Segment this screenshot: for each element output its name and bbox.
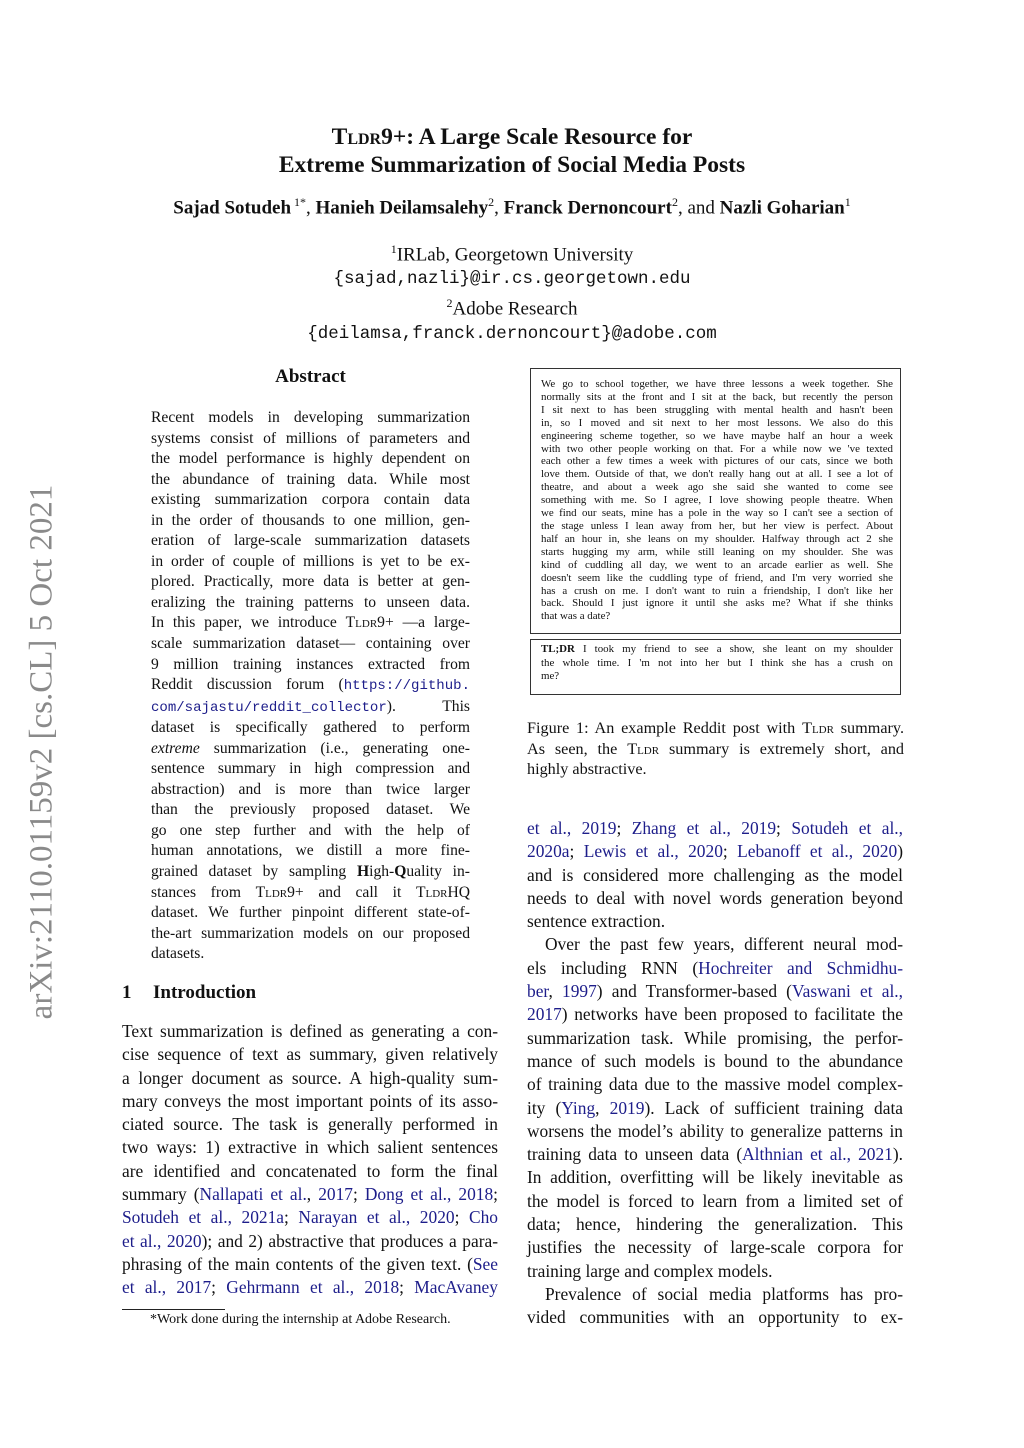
text: kind of cuddling all day, we went to an arcade earlier as well. She xyxy=(541,558,893,571)
author-name: Hanieh Deilamsalehy xyxy=(315,197,489,219)
text-line xyxy=(151,572,470,593)
text: Figure 1: An example Reddit post with xyxy=(527,719,803,737)
text-line xyxy=(527,1213,903,1236)
text-line xyxy=(151,697,470,719)
text: systems consist of millions of parameters and xyxy=(151,429,470,447)
text: worsens the model’s ability to generalize patterns in xyxy=(527,1120,903,1141)
text: igh- xyxy=(369,863,395,881)
text: half an hour in, she leans on my shoulder. Halfway through act 2 she xyxy=(541,532,893,545)
text: ); and 2) abstractive that produces a para- xyxy=(201,1230,499,1251)
text: existing summarization corpora contain data xyxy=(151,491,470,509)
text: vided communities with an opportunity to ex- xyxy=(527,1307,903,1328)
text: the model is forced to learn from a limited set of xyxy=(527,1190,903,1211)
text: As seen, the xyxy=(527,739,628,758)
text-line xyxy=(527,817,903,840)
citation-link[interactable]: Vaswani et al., xyxy=(791,981,903,1002)
citation-link[interactable]: et al., 2020 xyxy=(122,1230,202,1251)
text: and call it xyxy=(303,883,416,901)
text-line xyxy=(151,470,470,491)
citation-link[interactable]: 2017 xyxy=(318,1184,353,1205)
text-line xyxy=(541,430,893,443)
text: ). xyxy=(892,1144,903,1165)
text: ; xyxy=(616,818,632,838)
text-line xyxy=(541,481,893,494)
text: ; xyxy=(569,841,584,862)
citation-link[interactable]: Gehrmann et al., 2018 xyxy=(226,1277,400,1298)
text: me? xyxy=(541,670,560,682)
text: justifies the necessity of large-scale corpora for xyxy=(527,1237,903,1258)
text: stances from xyxy=(151,883,256,901)
text: eration of large-scale summarization datasets xyxy=(151,532,470,550)
text-line xyxy=(527,1050,903,1073)
text-line xyxy=(151,613,470,634)
text-line xyxy=(541,443,893,456)
text: , xyxy=(306,1184,319,1205)
small-caps-text: Tldr xyxy=(627,739,660,758)
text-line xyxy=(527,1190,903,1213)
affil-marker: 2 xyxy=(446,296,453,311)
text: sentence summary in high compression and xyxy=(151,760,470,778)
text-line xyxy=(541,404,893,417)
text-line xyxy=(122,1090,498,1113)
text-line xyxy=(527,1097,903,1120)
text: the whole time. I 'm not into her but I think she has a crush on xyxy=(541,656,893,669)
figure-caption xyxy=(527,718,904,780)
citation-link[interactable]: Hochreiter and Schmidhu- xyxy=(698,957,904,978)
reddit-post-text xyxy=(541,378,893,623)
citation-link[interactable]: See xyxy=(472,1253,498,1274)
text-line xyxy=(151,490,470,511)
text-line xyxy=(151,780,470,801)
small-caps-text: Tldr9+ xyxy=(345,614,394,632)
text: in order of couple of millions is yet to be ex- xyxy=(151,552,470,570)
text-line xyxy=(541,657,893,671)
text: data; hence, hindering the generalization. This xyxy=(527,1214,903,1235)
section-number: 1 xyxy=(122,982,132,1003)
text: els including RNN ( xyxy=(527,957,699,978)
text: ; xyxy=(211,1277,227,1298)
text: Reddit discussion forum ( xyxy=(151,676,344,694)
text-line xyxy=(527,1283,903,1306)
text: dataset. We further pinpoint different state-of- xyxy=(151,904,470,922)
text: the-art summarization models on our proposed xyxy=(151,924,470,942)
small-caps-text: TldrHQ xyxy=(415,883,471,901)
text-line xyxy=(541,597,893,610)
abstract-heading: Abstract xyxy=(275,366,346,387)
text: 9 million training instances extracted from xyxy=(151,655,470,673)
text-line xyxy=(527,759,904,780)
affil-marker: 1 xyxy=(390,242,397,256)
text: are identified and concatenated to form the final xyxy=(122,1160,498,1181)
text: a longer document as source. A high-quality sum- xyxy=(122,1067,498,1088)
text-line xyxy=(541,533,893,546)
arxiv-stamp: arXiv:2110.01159v2 [cs.CL] 5 Oct 2021 xyxy=(23,484,60,1020)
text: has a crush on me. I don't want to ruin a friendship, I don't like her xyxy=(541,584,893,597)
text-line xyxy=(151,675,470,697)
text: plored. Practically, more data is better at gen- xyxy=(151,573,470,591)
emphasis: extreme xyxy=(151,739,200,757)
author-affil: 2 xyxy=(671,195,678,209)
text-line xyxy=(527,718,904,739)
text-line xyxy=(151,552,470,573)
text: mary conveys the most important points of its asso- xyxy=(122,1090,498,1111)
text: summary is extremely short, and xyxy=(659,739,905,758)
text: starts hugging my arm, while still leaning on my shoulder. She was xyxy=(541,545,893,558)
text: that was a date? xyxy=(541,610,611,623)
text-line xyxy=(527,739,904,760)
dataset-name: Tldr9+ xyxy=(331,124,407,150)
text: abstraction) and is more than twice larger xyxy=(151,780,470,798)
text-line xyxy=(151,924,470,945)
text: ; xyxy=(776,818,792,838)
text-line xyxy=(151,903,470,924)
citation-link[interactable]: 1997 xyxy=(562,981,597,1002)
text-line xyxy=(151,511,470,532)
text: go one step further and with the help of xyxy=(151,821,470,839)
title-line-1: : A Large Scale Resource for xyxy=(406,124,693,150)
text: grained dataset by sampling xyxy=(151,863,357,881)
text: ) and Transformer-based ( xyxy=(596,981,792,1002)
text-line xyxy=(151,739,470,760)
text-line xyxy=(527,1027,903,1050)
author-affil: 2 xyxy=(488,195,495,209)
title-line-2: Extreme Summarization of Social Media Posts xyxy=(278,152,746,178)
citation-link[interactable]: 2020a xyxy=(527,841,570,862)
text-line xyxy=(541,468,893,481)
text-line xyxy=(151,449,470,470)
text: Recent models in developing summarization xyxy=(151,409,470,426)
text-line xyxy=(541,520,893,533)
text: normally sits at the front and I sit at the back, but recently the person xyxy=(541,390,893,403)
abstract-body xyxy=(151,408,470,965)
text-line xyxy=(122,1183,498,1206)
citation-link[interactable]: 2017 xyxy=(527,1004,562,1025)
text: than the previously proposed dataset. We xyxy=(151,801,470,819)
text: ) networks have been proposed to facilitate the xyxy=(561,1004,903,1025)
text: we find our seats, mine has a pole in the way so I can't see a section of xyxy=(541,507,893,520)
email-2: {deilamsa,franck.dernoncourt}@adobe.com xyxy=(307,323,717,344)
text: ; xyxy=(722,841,738,862)
text: ). Lack of sufficient training data xyxy=(644,1097,904,1118)
email-1: {sajad,nazli}@ir.cs.georgetown.edu xyxy=(333,269,691,290)
author-name: Nazli Goharian xyxy=(719,197,845,219)
citation-link[interactable]: 2019 xyxy=(609,1097,645,1118)
separator: , and xyxy=(677,197,720,219)
text-line xyxy=(541,507,893,520)
text: with two other people working on that. For a while now we 've texted xyxy=(541,442,893,455)
text-line xyxy=(151,408,470,429)
text: ity ( xyxy=(527,1097,562,1118)
affiliation-2: Adobe Research xyxy=(452,298,578,320)
text-line xyxy=(151,883,470,904)
citation-link[interactable]: et al., 2017 xyxy=(122,1277,212,1298)
text-line xyxy=(527,1143,903,1166)
text: , xyxy=(548,981,563,1002)
text: theatre, and about a week ago she said she wanted to come see xyxy=(541,481,893,494)
text-line xyxy=(122,1043,498,1066)
text: datasets. xyxy=(151,945,205,963)
citation-link[interactable]: Sotudeh et al., xyxy=(791,818,903,838)
text-line xyxy=(122,1113,498,1136)
text-line xyxy=(122,1067,498,1090)
text-line xyxy=(527,980,903,1003)
text: uality in- xyxy=(406,863,470,881)
url-link[interactable]: com/sajastu/reddit_collector xyxy=(151,699,387,716)
text-line xyxy=(541,417,893,430)
text: sentence extraction. xyxy=(527,911,666,932)
text-line xyxy=(527,1120,903,1143)
text-line xyxy=(527,1003,903,1026)
text-line xyxy=(541,585,893,598)
text: ) xyxy=(897,841,903,862)
text: in the order of thousands to one million, gen- xyxy=(151,511,470,529)
citation-link[interactable]: ber xyxy=(527,981,549,1002)
text-line xyxy=(151,655,470,676)
text: In this paper, we introduce xyxy=(151,614,346,632)
text-line xyxy=(151,862,470,883)
small-caps-text: Tldr9+ xyxy=(255,883,304,901)
citation-link[interactable]: Dong et al., 2018 xyxy=(364,1184,494,1205)
text-line xyxy=(151,944,470,965)
text: —a large- xyxy=(393,614,470,632)
text-line xyxy=(151,759,470,780)
section-heading: Introduction xyxy=(153,982,257,1003)
text-line xyxy=(122,1276,498,1299)
bold-text: TL;DR xyxy=(541,643,575,655)
text: dataset is specifically gathered to perform xyxy=(151,719,470,737)
text: In addition, overfitting will be likely inevitable as xyxy=(527,1167,903,1188)
text: ; xyxy=(284,1207,299,1228)
text: the model performance is highly dependent on xyxy=(151,450,470,468)
text-line xyxy=(541,391,893,404)
separator: , xyxy=(306,197,316,219)
author-list xyxy=(0,195,1024,219)
text: the stage unless I lean away from her, but her view is perfect. About xyxy=(541,519,893,532)
author-name: Sajad Sotudeh xyxy=(173,197,292,219)
author-name: Franck Dernoncourt xyxy=(503,197,672,219)
text: human annotations, we distill a more fine- xyxy=(151,842,470,860)
text-line xyxy=(151,718,470,739)
text: scale summarization dataset— containing over xyxy=(151,635,470,653)
text-line xyxy=(541,572,893,585)
bold-text: Q xyxy=(394,863,407,881)
text-line xyxy=(541,670,893,684)
text-line xyxy=(151,531,470,552)
text: needs to deal with novel words generation beyond xyxy=(527,887,903,908)
text: We go to school together, we have three lessons a week together. She xyxy=(541,378,893,390)
text: Prevalence of social media platforms has pro- xyxy=(545,1283,903,1304)
footnote-rule xyxy=(122,1309,225,1310)
author-affil: 1 xyxy=(844,195,851,209)
text: each other a few times a week with pictures of our cats, since we both xyxy=(541,455,893,468)
text: of training data due to the massive model complex- xyxy=(527,1074,903,1095)
citation-link[interactable]: Narayan et al., 2020 xyxy=(298,1207,455,1228)
text: two ways: 1) extractive in which salient sentences xyxy=(122,1137,498,1158)
citation-link[interactable]: Nallapati et al. xyxy=(199,1184,307,1205)
text-line xyxy=(541,546,893,559)
bold-text: H xyxy=(356,863,370,881)
text-line xyxy=(122,1206,498,1229)
text-line xyxy=(541,559,893,572)
citation-link[interactable]: Zhang et al., 2019 xyxy=(631,818,777,838)
text: mance of such models is bound to the abundance xyxy=(527,1050,903,1071)
text: ciated source. The task is generally performed in xyxy=(122,1114,498,1135)
url-link[interactable]: https://github. xyxy=(343,678,470,695)
text-line xyxy=(527,957,903,980)
text: ; xyxy=(352,1184,365,1205)
text-line xyxy=(122,1160,498,1183)
text-line xyxy=(151,593,470,614)
text: highly abstractive. xyxy=(527,760,647,779)
text: and is considered more challenging as the model xyxy=(527,864,903,885)
text-line xyxy=(122,1136,498,1159)
affiliation-1: IRLab, Georgetown University xyxy=(396,244,634,266)
text: cise sequence of text as summary, given relatively xyxy=(122,1044,498,1065)
citation-link[interactable]: Sotudeh et al., 2021a xyxy=(122,1207,284,1228)
text-line xyxy=(527,887,903,910)
text: in, so I moved and sit next to her most lessons. We also do this xyxy=(541,416,893,429)
tldr-text xyxy=(541,643,893,684)
text-line xyxy=(527,1166,903,1189)
intro-right-column xyxy=(527,817,903,1330)
separator: , xyxy=(494,197,504,219)
text: I took my friend to see a show, she leant on my shoulder xyxy=(574,643,893,655)
text-line xyxy=(527,840,903,863)
affiliations xyxy=(0,237,1024,346)
text: something with me. So I agree, I love showing people theatre. When xyxy=(541,494,893,507)
citation-link[interactable]: Althnian et al., 2021 xyxy=(742,1144,893,1165)
text: ). This xyxy=(386,697,470,715)
citation-link[interactable]: Lewis et al., 2020 xyxy=(583,841,723,862)
citation-link[interactable]: Cho xyxy=(469,1207,498,1228)
text: summarization (i.e., generating one- xyxy=(199,739,470,757)
text-line xyxy=(527,864,903,887)
text-line xyxy=(151,841,470,862)
citation-link[interactable]: Lebanoff et al., 2020 xyxy=(737,841,898,862)
text-line xyxy=(541,455,893,468)
text: training large and complex models. xyxy=(527,1260,773,1281)
text: eralizing the training patterns to unseen data. xyxy=(151,593,470,611)
text-line xyxy=(527,1260,903,1283)
text-line xyxy=(527,933,903,956)
paper-title xyxy=(0,123,1024,179)
footnote: *Work done during the internship at Adobe Research. xyxy=(150,1312,451,1327)
text-line xyxy=(151,821,470,842)
text: , xyxy=(595,1097,610,1118)
text-line xyxy=(527,1306,903,1329)
text-line xyxy=(122,1253,498,1276)
text-line xyxy=(541,643,893,657)
text-line xyxy=(122,1230,498,1253)
text-line xyxy=(151,634,470,655)
text-line xyxy=(527,1236,903,1259)
text: summary. xyxy=(833,719,904,737)
author-affil: 1* xyxy=(291,195,307,209)
text: phrasing of the main contents of the given text. ( xyxy=(122,1253,473,1274)
text-line xyxy=(151,429,470,450)
text: Text summarization is defined as generating a con- xyxy=(122,1021,498,1041)
text: engineering scheme together, so we have maybe half an hour a week xyxy=(541,429,893,442)
citation-link[interactable]: Ying xyxy=(561,1097,596,1118)
text: doesn't seem like the cuddling type of friend, and I'm very worried she xyxy=(541,571,893,584)
citation-link[interactable]: et al., 2019 xyxy=(527,818,617,838)
text: summary ( xyxy=(122,1184,200,1205)
intro-left-column xyxy=(122,1020,498,1300)
text: summarization task. While promising, the perfor- xyxy=(527,1027,903,1048)
text: the abundance of training data. While most xyxy=(151,470,470,488)
text: Over the past few years, different neural mod- xyxy=(545,934,903,955)
small-caps-text: Tldr xyxy=(802,719,834,737)
text: training data to unseen data ( xyxy=(527,1144,743,1165)
text-line xyxy=(122,1020,498,1043)
text: ; xyxy=(493,1184,498,1205)
text: I sit next to has been struggling with mental health and hasn't been xyxy=(541,403,893,416)
citation-link[interactable]: MacAvaney xyxy=(414,1277,498,1298)
text: back. Should I just ignore it until she asks me? What if she thinks xyxy=(541,597,893,610)
text-line xyxy=(527,1073,903,1096)
text-line xyxy=(541,378,893,391)
text-line xyxy=(151,800,470,821)
text-line xyxy=(527,910,903,933)
text: ; xyxy=(399,1277,415,1298)
text-line xyxy=(541,610,893,623)
text: love them. Outside of that, we don't really hang out at all. I see a lot of xyxy=(541,468,893,481)
text-line xyxy=(541,494,893,507)
text: ; xyxy=(454,1207,469,1228)
